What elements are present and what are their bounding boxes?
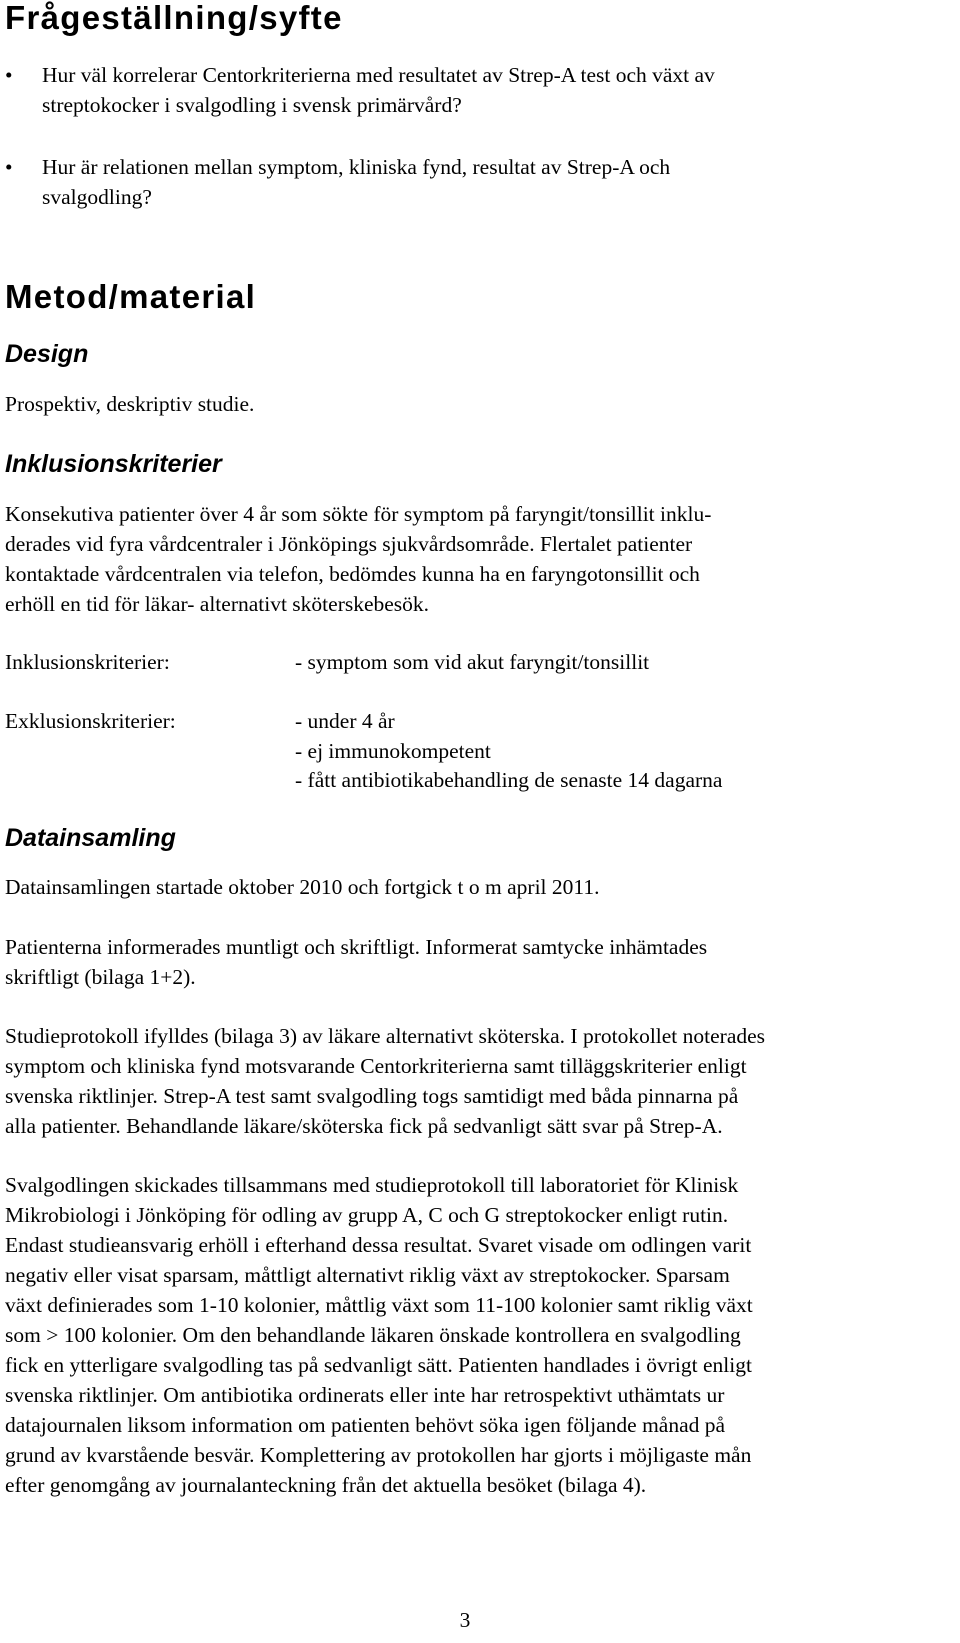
paragraph-line: efter genomgång av journalanteckning från det aktuella besöket (bilaga 4).: [5, 1473, 647, 1497]
paragraph-line: derades vid fyra vårdcentraler i Jönköpings sjukvårdsområde. Flertalet patienter: [5, 532, 693, 556]
exclusion-criteria-item: - fått antibiotikabehandling de senaste 14 dagarna: [295, 768, 723, 792]
bullet-icon: •: [5, 155, 13, 179]
section-heading-method: Metod/material: [5, 278, 257, 315]
page-number: 3: [459, 1608, 471, 1632]
paragraph-line: växt definierades som 1-10 kolonier, måttlig växt som 11-100 kolonier samt riklig växt: [5, 1293, 753, 1317]
inclusion-criteria-label: Inklusionskriterier:: [5, 650, 170, 674]
paragraph-line: grund av kvarstående besvär. Komplettering av protokollen har gjorts i möjligaste mån: [5, 1443, 752, 1467]
paragraph-line: Studieprotokoll ifylldes (bilaga 3) av läkare alternativt sköterska. I protokollet noterades: [5, 1024, 766, 1048]
paragraph-line: Endast studieansvarig erhöll i efterhand dessa resultat. Svaret visade om odlingen varit: [5, 1233, 752, 1257]
paragraph-line: skriftligt (bilaga 1+2).: [5, 965, 196, 989]
section-heading-question: Frågeställning/syfte: [5, 0, 343, 36]
paragraph-line: datajournalen liksom information om patienten behövt söka igen följande månad på: [5, 1413, 726, 1437]
paragraph-line: Svalgodlingen skickades tillsammans med studieprotokoll till laboratoriet för Klinisk: [5, 1173, 739, 1197]
subheading-inclusion: Inklusionskriterier: [5, 450, 222, 478]
paragraph-line: Patienterna informerades muntligt och skriftligt. Informerat samtycke inhämtades: [5, 935, 708, 959]
exclusion-criteria-label: Exklusionskriterier:: [5, 709, 176, 733]
design-text: Prospektiv, deskriptiv studie.: [5, 392, 255, 416]
question-2-line-2: svalgodling?: [42, 185, 152, 209]
paragraph-line: Konsekutiva patienter över 4 år som sökte för symptom på faryngit/tonsillit inklu-: [5, 502, 712, 526]
subheading-design: Design: [5, 340, 89, 368]
exclusion-criteria-item: - ej immunokompetent: [295, 739, 491, 763]
paragraph-line: alla patienter. Behandlande läkare/sköterska fick på sedvanligt sätt svar på Strep-A.: [5, 1114, 723, 1138]
bullet-icon: •: [5, 63, 13, 87]
paragraph-line: som > 100 kolonier. Om den behandlande läkaren önskade kontrollera en svalgodling: [5, 1323, 741, 1347]
question-1-line-2: streptokocker i svalgodling i svensk primärvård?: [42, 93, 462, 117]
paragraph-line: negativ eller visat sparsam, måttligt alternativt riklig växt av streptokocker. Sparsam: [5, 1263, 730, 1287]
question-1-line-1: Hur väl korrelerar Centorkriterierna med resultatet av Strep-A test och växt av: [42, 63, 715, 87]
paragraph-line: svenska riktlinjer. Om antibiotika ordinerats eller inte har retrospektivt uthämtats ur: [5, 1383, 725, 1407]
paragraph-line: Mikrobiologi i Jönköping för odling av grupp A, C och G streptokocker enligt rutin.: [5, 1203, 729, 1227]
paragraph-line: symptom och kliniska fynd motsvarande Centorkriterierna samt tilläggskriterier enligt: [5, 1054, 747, 1078]
paragraph-line: erhöll en tid för läkar- alternativt sköterskebesök.: [5, 592, 430, 616]
paragraph-line: svenska riktlinjer. Strep-A test samt svalgodling togs samtidigt med båda pinnarna på: [5, 1084, 739, 1108]
paragraph-line: kontaktade vårdcentralen via telefon, bedömdes kunna ha en faryngotonsillit och: [5, 562, 700, 586]
subheading-data-collection: Datainsamling: [5, 824, 176, 852]
paragraph-line: Datainsamlingen startade oktober 2010 och fortgick t o m april 2011.: [5, 875, 600, 899]
exclusion-criteria-item: - under 4 år: [295, 709, 395, 733]
question-2-line-1: Hur är relationen mellan symptom, kliniska fynd, resultat av Strep-A och: [42, 155, 671, 179]
paragraph-line: fick en ytterligare svalgodling tas på sedvanligt sätt. Patienten handlades i övrigt enligt: [5, 1353, 752, 1377]
inclusion-criteria-item: - symptom som vid akut faryngit/tonsillit: [295, 650, 650, 674]
